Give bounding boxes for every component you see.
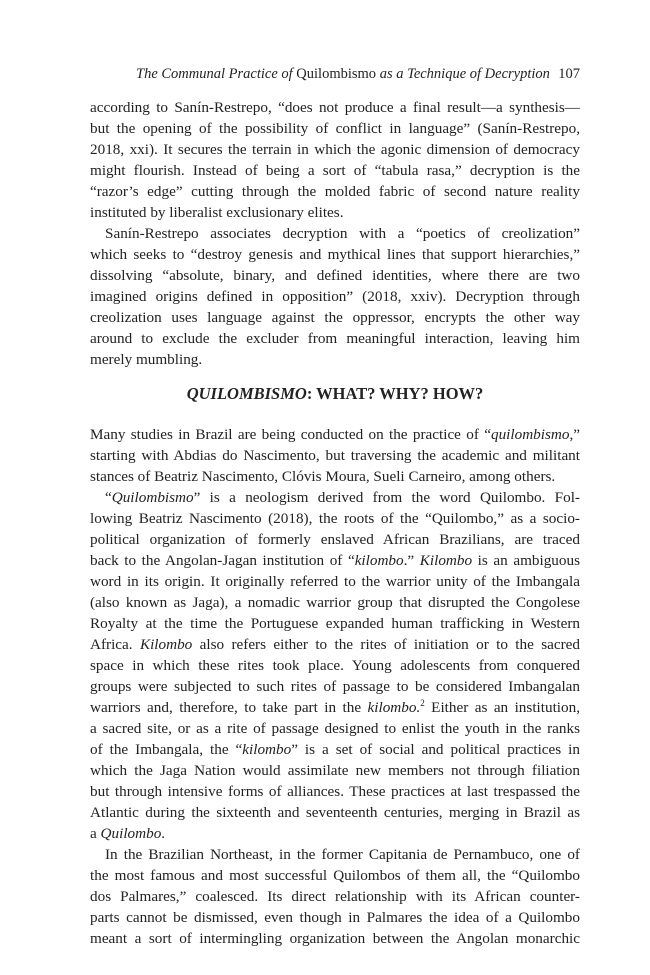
text-line: “razor’s edge” cutting through the molded fabric of second nature reality — [90, 183, 580, 200]
text-line: might flourish. Instead of being a sort of “tabula rasa,” decryption is the — [90, 162, 580, 179]
text-line: lowing Beatriz Nascimento (2018), the roots of the “Quilombo,” as a socio- — [90, 510, 580, 527]
text-line: which seeks to “destroy genesis and mythical lines that support hierarchies,” — [90, 246, 580, 263]
text-line: Africa. Kilombo also refers either to the rites of initiation or to the sacred — [90, 636, 580, 653]
footnote-marker[interactable]: 2 — [420, 697, 425, 708]
text-line: political organization of formerly enslaved African Brazilians, are traced — [90, 531, 580, 548]
text-line: warriors and, therefore, to take part in the kilombo.$^2$ Either as an institution, — [90, 697, 580, 716]
text-line: but the opening of the possibility of conflict in language” (Sanín-Restrepo, — [90, 120, 580, 137]
text-line: Royalty at the time the Portuguese expanded human trafficking in Western — [90, 615, 580, 632]
text-line: stances of Beatriz Nascimento, Clóvis Moura, Sueli Carneiro, among others. — [90, 468, 556, 485]
text-line: around to exclude the excluder from meaningful interaction, leaving him — [90, 330, 580, 347]
text-line: word in its origin. It originally referred to the warrior unity of the Imbangala — [90, 573, 580, 590]
text-line: creolization uses language against the oppressor, encrypts the other way — [90, 309, 580, 326]
text-line: Many studies in Brazil are being conducted on the practice of “quilombismo,” — [90, 426, 580, 443]
text-line: a Quilombo. — [90, 825, 166, 842]
text-line: In the Brazilian Northeast, in the former Capitania de Pernambuco, one of — [105, 846, 580, 863]
text-line: of the Imbangala, the “kilombo” is a set of social and political practices in — [90, 741, 580, 758]
text-line: the most famous and most successful Quilombos of them all, the “Quilombo — [90, 867, 580, 884]
text-line: merely mumbling. — [90, 351, 203, 368]
text-line: according to Sanín-Restrepo, “does not produce a final result—a synthesis— — [90, 99, 580, 116]
text-line: (also known as Jaga), a nomadic warrior group that disrupted the Congolese — [90, 594, 580, 611]
text-line: “Quilombismo” is a neologism derived from the word Quilombo. Fol- — [105, 489, 580, 506]
text-line: space in which these rites took place. Young adolescents from conquered — [90, 657, 580, 674]
text-line: dos Palmares,” coalesced. Its direct relationship with its African counter- — [90, 888, 580, 905]
text-line: which the Jaga Nation would assimilate new members not through filiation — [90, 762, 580, 779]
section-heading: QUILOMBISMO: WHAT? WHY? HOW? — [186, 384, 484, 403]
page-number: 107 — [558, 66, 580, 82]
running-title: The Communal Practice of Quilombismo as a Technique of Decryption — [136, 66, 550, 82]
text-line: back to the Angolan-Jagan institution of “kilombo.” Kilombo is an ambiguous — [90, 552, 580, 569]
running-header — [90, 66, 580, 86]
text-line: dissolving “absolute, binary, and defined identities, where there are two — [90, 267, 580, 284]
text-line: instituted by liberalist exclusionary elites. — [90, 204, 344, 221]
text-line: meant a sort of intermingling organization between the Angolan monarchic — [90, 930, 580, 947]
text-line: but through intensive forms of alliances. These practices at last trespassed the — [90, 783, 580, 800]
text-line: 2018, xxi). It secures the terrain in which the agonic dimension of democracy — [90, 141, 580, 158]
text-line: Sanín-Restrepo associates decryption with a “poetics of creolization” — [105, 225, 580, 242]
text-line: Atlantic during the sixteenth and seventeenth centuries, merging in Brazil as — [90, 804, 580, 821]
text-line: groups were subjected to such rites of passage to be considered Imbangalan — [90, 678, 580, 695]
text-line: a sacred site, or as a rite of passage designed to enlist the youth in the ranks — [90, 720, 580, 737]
text-line: imagined origins defined in opposition” (2018, xxiv). Decryption through — [90, 288, 580, 305]
text-line: starting with Abdias do Nascimento, but traversing the academic and militant — [90, 447, 580, 464]
text-line: parts cannot be dismissed, even though in Palmares the idea of a Quilombo — [90, 909, 580, 926]
